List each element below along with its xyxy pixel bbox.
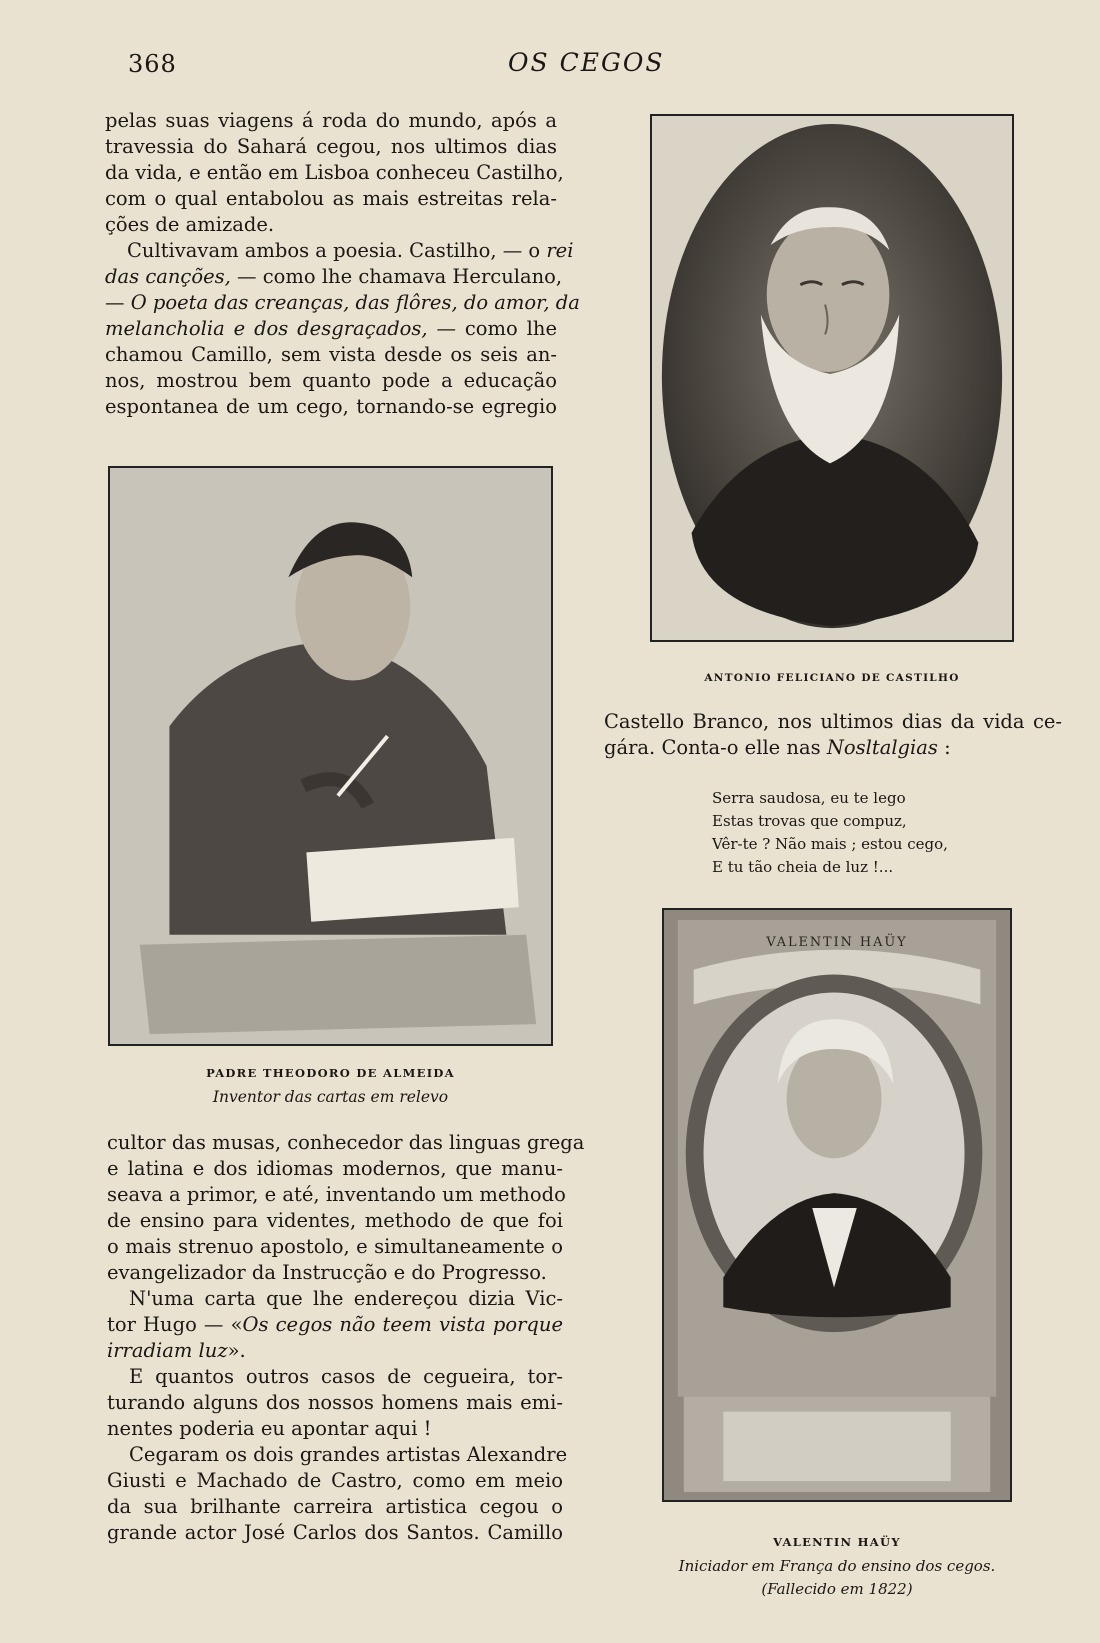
- text-line: Cultivavam ambos a poesia. Castilho, — o rei: [127, 239, 574, 262]
- text-line: — O poeta das creanças, das flôres, do amor, da: [105, 291, 580, 314]
- poem-line: Serra saudosa, eu te lego: [712, 789, 906, 807]
- poem-line: Estas trovas que compuz,: [712, 812, 907, 830]
- page-number: 368: [128, 50, 177, 78]
- text-line: pelas suas viagens á roda do mundo, após a: [105, 109, 557, 132]
- text-line: da vida, e então em Lisboa conheceu Castilho,: [105, 161, 564, 184]
- text-line: seava a primor, e até, inventando um methodo: [107, 1183, 566, 1206]
- almeida-subtitle: Inventor das cartas em relevo: [212, 1088, 449, 1106]
- text-line: travessia do Sahará cegou, nos ultimos dias: [105, 135, 557, 158]
- text-line: nos, mostrou bem quanto pode a educação: [105, 369, 557, 392]
- text-line: evangelizador da Instrucção e do Progresso.: [107, 1261, 547, 1284]
- text-block-top: [105, 108, 580, 420]
- hauy-portrait: [662, 908, 1012, 1502]
- text-line: das canções, — como lhe chamava Herculano,: [105, 265, 563, 288]
- poem: [712, 787, 948, 879]
- text-line: N'uma carta que lhe endereçou dizia Vic-: [129, 1287, 563, 1310]
- text-line: chamou Camillo, sem vista desde os seis an-: [105, 343, 557, 366]
- text-line: grande actor José Carlos dos Santos. Camillo: [107, 1521, 563, 1544]
- poem-line: Vêr-te ? Não mais ; estou cego,: [712, 835, 948, 853]
- text-line: com o qual entabolou as mais estreitas rela-: [105, 187, 557, 210]
- text-line: Castello Branco, nos ultimos dias da vida ce-: [604, 710, 1062, 733]
- running-title: OS CEGOS: [508, 48, 665, 77]
- text-line: de ensino para videntes, methodo de que foi: [107, 1209, 563, 1232]
- poem-line: E tu tão cheia de luz !...: [712, 858, 894, 876]
- almeida-caption: PADRE THEODORO DE ALMEIDA: [206, 1066, 455, 1080]
- text-line: melancholia e dos desgraçados, — como lhe: [105, 317, 557, 340]
- text-line: Giusti e Machado de Castro, como em meio: [107, 1469, 563, 1492]
- hauy-death-note: (Fallecido em 1822): [761, 1580, 913, 1598]
- text-line: ções de amizade.: [105, 213, 275, 236]
- text-line: E quantos outros casos de cegueira, tor-: [129, 1365, 563, 1388]
- text-line: cultor das musas, conhecedor das linguas grega: [107, 1131, 585, 1154]
- text-block-bottom: [107, 1130, 585, 1546]
- text-line: irradiam luz».: [107, 1339, 246, 1362]
- text-line: Cegaram os dois grandes artistas Alexandre: [129, 1443, 568, 1466]
- text-line: espontanea de um cego, tornando-se egregio: [105, 395, 557, 418]
- castilho-portrait: [650, 114, 1014, 642]
- text-line: o mais strenuo apostolo, e simultaneamente o: [107, 1235, 563, 1258]
- text-block-right: [604, 709, 1062, 761]
- hauy-caption: VALENTIN HAÜY: [773, 1535, 901, 1549]
- castilho-caption: ANTONIO FELICIANO DE CASTILHO: [704, 672, 960, 684]
- almeida-portrait: [108, 466, 553, 1046]
- text-line: gára. Conta-o elle nas Nosltalgias :: [604, 736, 951, 759]
- text-line: e latina e dos idiomas modernos, que manu-: [107, 1157, 563, 1180]
- text-line: da sua brilhante carreira artistica cegou o: [107, 1495, 563, 1518]
- text-line: turando alguns dos nossos homens mais emi-: [107, 1391, 563, 1414]
- text-line: nentes poderia eu apontar aqui !: [107, 1417, 432, 1440]
- hauy-subtitle: Iniciador em França do ensino dos cegos.: [678, 1557, 996, 1575]
- text-line: tor Hugo — «Os cegos não teem vista porque: [107, 1313, 563, 1336]
- plaque-top-text: VALENTIN HAÜY: [766, 934, 908, 950]
